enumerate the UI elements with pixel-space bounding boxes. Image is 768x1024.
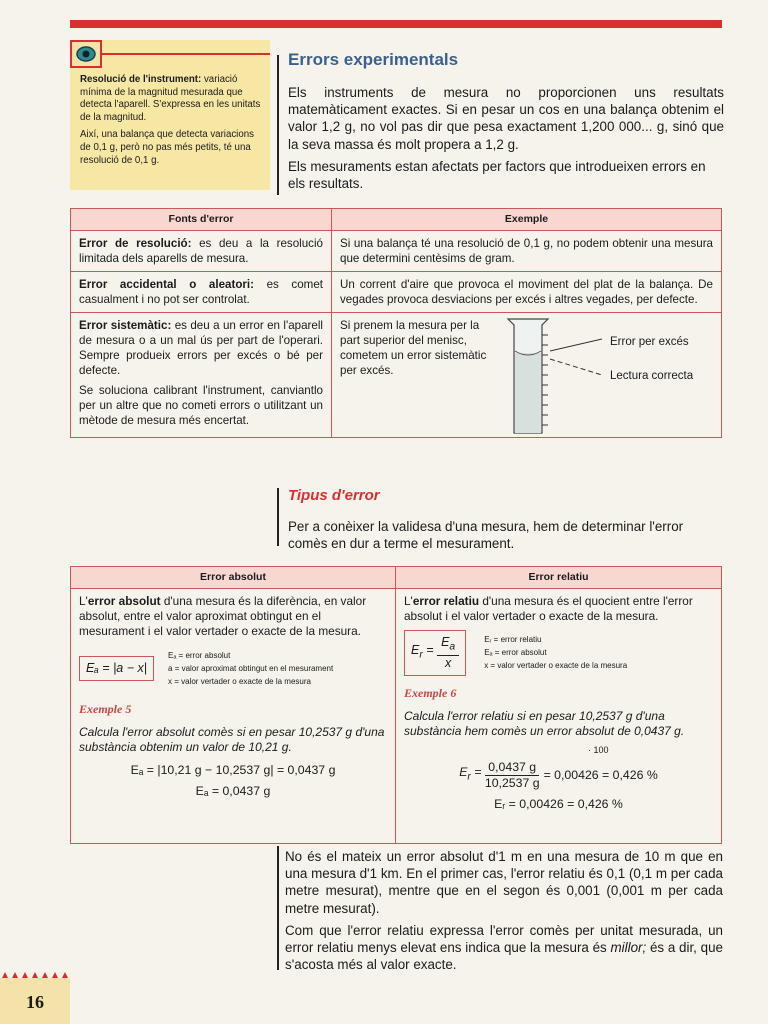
abs-pre: L': [79, 594, 88, 608]
page-number-box: [0, 978, 70, 1024]
absolute-error-cell: [71, 589, 396, 844]
section-paragraph-2: Els mesuraments estan afectats per factors que introdueixen errors en els resultats.: [288, 158, 706, 192]
example-5-title: Exemple 5: [79, 702, 132, 716]
rel-term: error relatiu: [412, 594, 480, 608]
tipus-paragraph: Per a conèixer la validesa d'una mesura, hem de determinar l'error comès en dur a terme el mesurament.: [288, 519, 684, 552]
row-description: es deu a un error en l'aparell de mesura o a un mal ús per part de l'operari. Sempre produeix errors per excés o bé per defecte.: [79, 319, 323, 377]
table-row: [71, 231, 722, 272]
absolute-definition: [79, 594, 387, 639]
rel-pre: L': [404, 594, 413, 608]
rel-rest: d'una mesura és el quocient entre l'error absolut i el valor vertader o exacte de la mesura.: [404, 594, 693, 623]
page-number: 16: [26, 992, 44, 1012]
section-body: [288, 84, 724, 197]
row-term: Error accidental o aleatori:: [79, 278, 255, 291]
p2-part-b: és a dir, que s'acosta més al valor exacte.: [285, 940, 723, 973]
row-term: Error de resolució:: [79, 237, 192, 250]
relative-legend: [484, 633, 627, 672]
table-header-relative: Error relatiu: [396, 567, 722, 589]
row-example: Un corrent d'aire que provoca el moviment del plat de la balança. De vegades provoca desviacions per excés i altres vegades, per defecte.: [332, 272, 722, 313]
error-sources-table: [70, 208, 722, 438]
row-solution: Se soluciona calibrant l'instrument, canviantlo per un altre que no cometi errors o utilitzant un mètode de mesura més encertat.: [79, 384, 323, 427]
section-paragraph-1: Els instruments de mesura no proporcionen uns resultats matemàticament exactes. Si en pesar un cos en una balança obtenim el valor 1,2 g, no vol pas dir que pesa exactament 1,200 000... g, sinó que la seva massa és molt propera a 1,2 g.: [288, 85, 724, 152]
sidebar-rule: [102, 53, 270, 55]
table-header-absolute: Error absolut: [71, 567, 396, 589]
abs-term: error absolut: [87, 594, 161, 608]
table-row: [71, 272, 722, 313]
row-description: es comet casualment i no pot ser controlat.: [79, 278, 324, 306]
section-title: Errors experimentals: [288, 50, 459, 69]
relative-definition: [404, 594, 713, 624]
example-6-equation-2: Eᵣ = 0,00426 = 0,426 %: [494, 796, 623, 811]
example-5-equation-2: Eₐ = 0,0437 g: [195, 784, 271, 798]
absolute-legend: [168, 649, 333, 688]
table-header-sources: Fonts d'error: [71, 209, 332, 231]
fraction-numerator: 0,0437 g: [485, 760, 539, 776]
sidebar-definition: variació mínima de la magnitud mesurada que detecta l'aparell. S'expressa en les unitats de la magnitud.: [80, 74, 261, 123]
graduated-cylinder-illustration: [504, 317, 604, 437]
p2-part-a: Com que l'error relatiu expressa l'error comès per unitat mesurada, un error relatiu menys elevat ens indica que la mesura és: [285, 922, 723, 956]
absolute-formula: Eₐ = |a − x|: [79, 656, 154, 681]
bottom-rule: [277, 846, 279, 970]
table-header-example: Exemple: [332, 209, 722, 231]
sidebar-text: [80, 74, 264, 172]
example-6-equation-1: $E_r$ = $\frac{0,0437 g}{10,2537 g}$ = 0,00426 = 0,426 %: [459, 759, 658, 790]
relative-error-cell: [396, 589, 722, 844]
legend-item: x = valor vertader o exacte de la mesura: [168, 677, 311, 686]
example-5-text: Calcula l'error absolut comès si en pesar 10,2537 g d'una substància obtenim un valor de 10,21 g.: [79, 725, 385, 754]
error-types-table: [70, 566, 722, 844]
example-6-result: = 0,00426 = 0,426 %: [543, 767, 658, 782]
legend-item: x = valor vertader o exacte de la mesura: [484, 661, 628, 671]
example-6-title: Exemple 6: [404, 685, 457, 700]
example-6-multiplier: · 100: [588, 744, 609, 755]
fraction-denominator: 10,2537 g: [484, 775, 540, 790]
bottom-paragraph-1: No és el mateix un error absolut d'1 m en una mesura de 10 m que en una mesura d'1 km. En el primer cas, l'error relatiu és 0,1 (0,1 m per cada metre mesurat), mentre que en el segon és 0,001 (0,001 m per cada metre mesurat).: [285, 849, 723, 916]
eye-icon: [70, 40, 102, 68]
label-error-exces: Error per excés: [610, 336, 689, 348]
row-term: Error sistemàtic:: [79, 319, 172, 332]
sidebar-term: Resolució de l'instrument:: [80, 74, 202, 85]
section-rule: [277, 55, 279, 195]
legend-item: Eᵣ = error relatiu: [484, 635, 542, 645]
p2-emphasis: millor;: [610, 940, 647, 956]
sidebar-example: Així, una balança que detecta variacions de 0,1 g, però no pas més petits, té una resolució de 0,1 g.: [80, 129, 254, 166]
row-description: es deu a la resolució limitada dels aparells de mesura.: [79, 237, 323, 265]
table-row: [71, 313, 722, 438]
legend-item: Eₐ = error absolut: [168, 651, 231, 660]
relative-formula: $E_r$ = $\frac{E_a}{x}$: [404, 630, 466, 676]
tipus-title: Tipus d'error: [288, 487, 380, 504]
example-6-text: Calcula l'error relatiu si en pesar 10,2537 g d'una substància hem comès un error absolut de 0,0437 g.: [404, 708, 685, 738]
example-5-equation-1: Eₐ = |10,21 g − 10,2537 g| = 0,0437 g: [130, 763, 336, 777]
legend-item: Eₐ = error absolut: [484, 648, 547, 658]
legend-item: a = valor aproximat obtingut en el mesurament: [168, 664, 334, 673]
label-lectura-correcta: Lectura correcta: [610, 370, 694, 382]
tipus-rule: [277, 488, 279, 546]
top-color-bar: [70, 20, 722, 28]
row-example: Si una balança té una resolució de 0,1 g, no podem obtenir una mesura que determini centèsims de gram.: [332, 231, 722, 272]
bottom-paragraph-2: [285, 922, 723, 974]
row-example: Si prenem la mesura per la part superior del menisc, cometem un error sistemàtic per excés.: [340, 319, 487, 377]
bottom-text: [285, 848, 723, 978]
abs-rest: d'una mesura és la diferència, en valor absolut, entre el valor aproximat obtingut en el mesurament i el valor vertader o exacte de la mesura.: [79, 594, 367, 638]
